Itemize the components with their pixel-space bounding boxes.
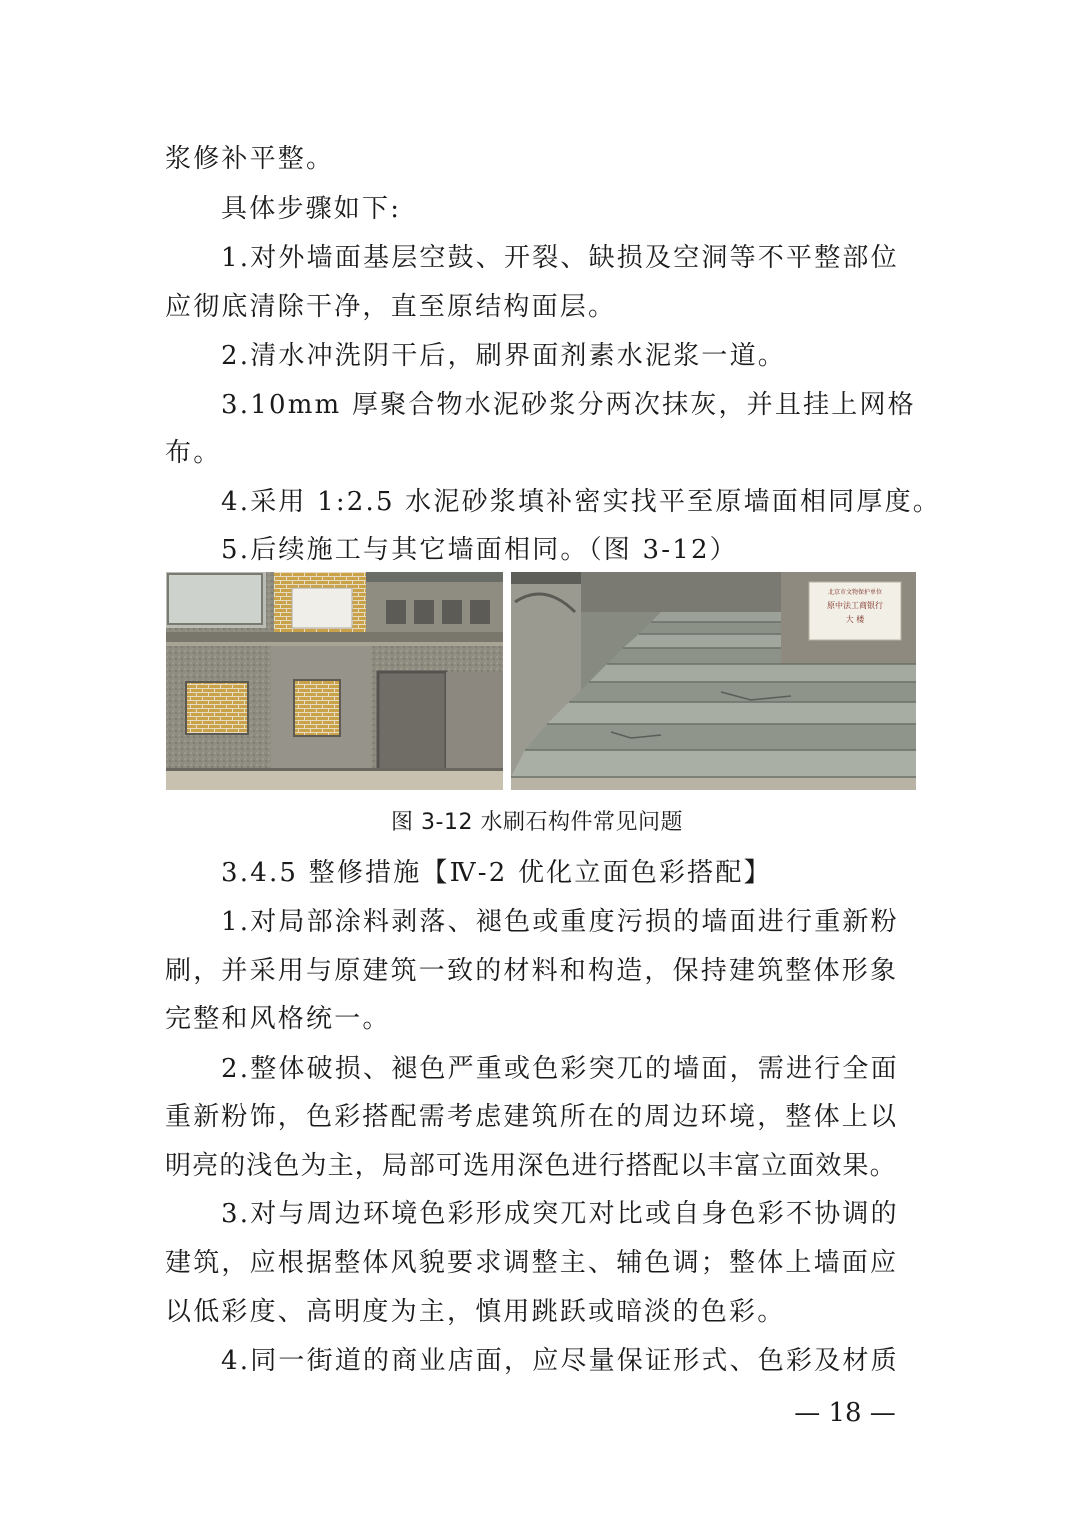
plaque-line-1: 北京市文物保护单位 bbox=[827, 589, 883, 596]
paragraph-line: 浆修补平整。 bbox=[165, 144, 335, 174]
paragraph-line: 3.10mm 厚聚合物水泥砂浆分两次抹灰，并且挂上网格 bbox=[221, 390, 916, 420]
paragraph-line: 5.后续施工与其它墙面相同。（图 3-12） bbox=[221, 535, 738, 565]
paragraph-line: 完整和风格统一。 bbox=[165, 1004, 391, 1034]
figure-caption: 图 3-12 水刷石构件常见问题 bbox=[391, 810, 683, 835]
paragraph-line: 明亮的浅色为主，局部可选用深色进行搭配以丰富立面效果。 bbox=[165, 1151, 897, 1181]
stone-wall-illustration bbox=[166, 572, 503, 790]
photo-stone-wall bbox=[166, 572, 503, 790]
stone-steps-illustration bbox=[511, 572, 916, 790]
paragraph-line: 建筑，应根据整体风貌要求调整主、辅色调；整体上墙面应 bbox=[165, 1248, 899, 1278]
paragraph-line: 1.对外墙面基层空鼓、开裂、缺损及空洞等不平整部位 bbox=[221, 243, 899, 273]
paragraph-line: 具体步骤如下: bbox=[221, 194, 402, 224]
body-text-upper bbox=[165, 142, 941, 565]
paragraph-line: 4.采用 1:2.5 水泥砂浆填补密实找平至原墙面相同厚度。 bbox=[221, 487, 941, 517]
body-text-lower bbox=[165, 856, 915, 1376]
section-heading: 3.4.5 整修措施【Ⅳ-2 优化立面色彩搭配】 bbox=[221, 858, 772, 888]
paragraph-line: 4.同一街道的商业店面，应尽量保证形式、色彩及材质 bbox=[221, 1346, 899, 1376]
paragraph-line: 以低彩度、高明度为主，慎用跳跃或暗淡的色彩。 bbox=[165, 1297, 786, 1327]
plaque-line-3: 大 楼 bbox=[845, 615, 865, 624]
page-number: — 18 — bbox=[794, 1398, 896, 1428]
photo-stone-steps bbox=[511, 572, 916, 790]
paragraph-line: 3.对与周边环境色彩形成突兀对比或自身色彩不协调的 bbox=[221, 1199, 899, 1229]
paragraph-line: 布。 bbox=[165, 438, 222, 468]
plaque-line-2: 原中法工商银行 bbox=[827, 601, 883, 610]
paragraph-line: 1.对局部涂料剥落、褪色或重度污损的墙面进行重新粉 bbox=[221, 907, 899, 937]
figure-3-12 bbox=[166, 572, 916, 790]
paragraph-line: 2.整体破损、褪色严重或色彩突兀的墙面，需进行全面 bbox=[221, 1054, 899, 1084]
paragraph-line: 2.清水冲洗阴干后，刷界面剂素水泥浆一道。 bbox=[221, 341, 787, 371]
paragraph-line: 应彻底清除干净，直至原结构面层。 bbox=[165, 292, 617, 322]
paragraph-line: 重新粉饰，色彩搭配需考虑建筑所在的周边环境，整体上以 bbox=[165, 1102, 899, 1132]
paragraph-line: 刷，并采用与原建筑一致的材料和构造，保持建筑整体形象 bbox=[165, 956, 899, 986]
